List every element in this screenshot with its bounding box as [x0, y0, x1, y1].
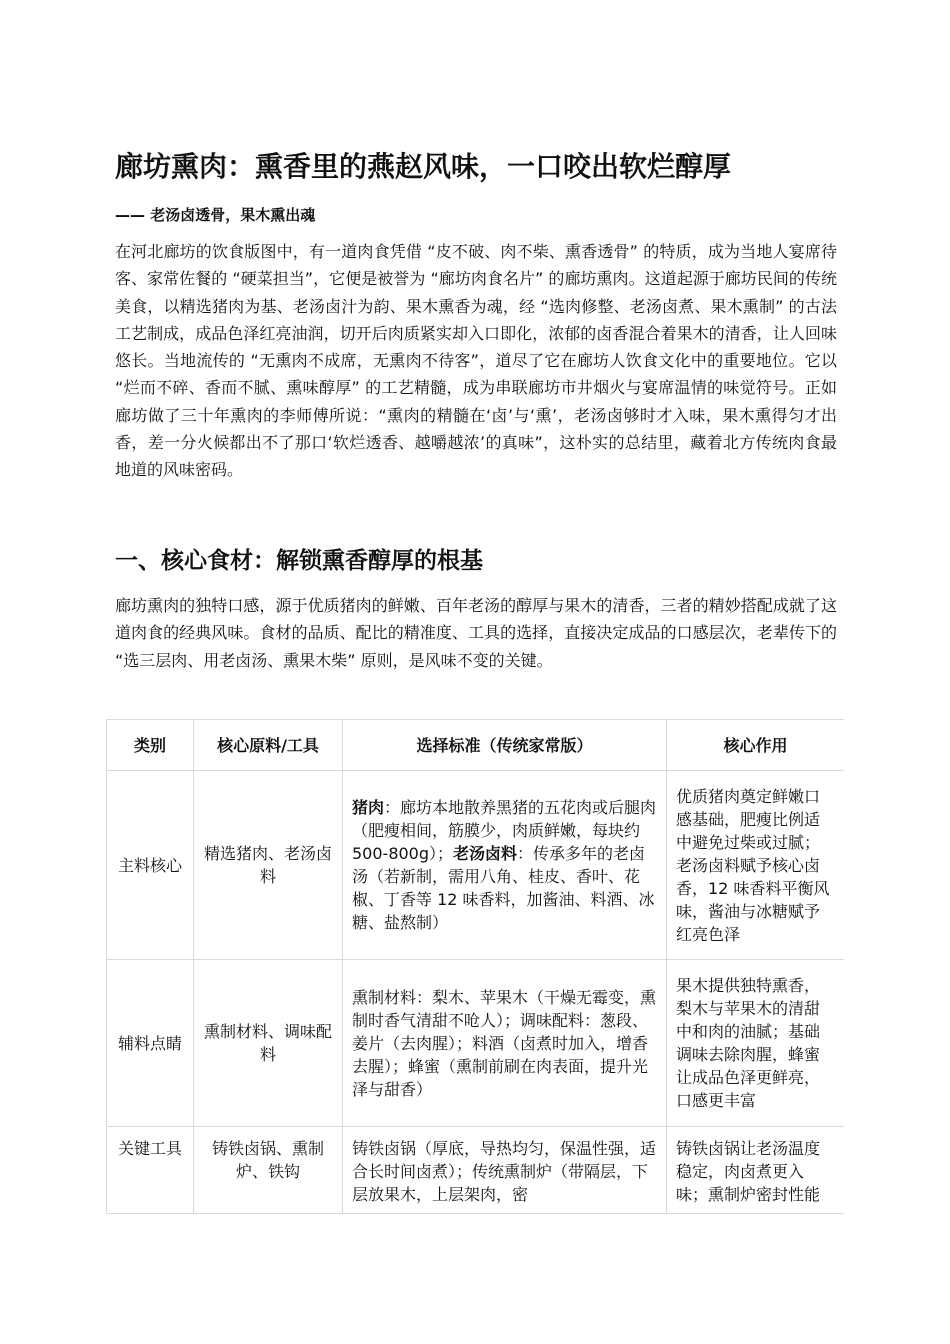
section-heading: 一、核心食材：解锁熏香醇厚的根基	[115, 548, 483, 574]
cell-category: 主料核心	[107, 771, 194, 960]
header-category: 类别	[107, 720, 194, 771]
table-row	[107, 960, 845, 1127]
cell-item: 铸铁卤锅、熏制炉、铁钩	[194, 1127, 343, 1215]
cell-category: 关键工具	[107, 1127, 194, 1215]
cell-standard: 铸铁卤锅（厚底，导热均匀，保温性强，适合长时间卤煮）；传统熏制炉（带隔层，下层放果木，上层架肉，密	[343, 1127, 667, 1215]
ingredients-table	[106, 719, 844, 1214]
standard-text: ：传承多年的老卤汤（若新制，需用八角、桂皮、香叶、花椒、丁香等 12 味香料，加酱油、料酒、冰糖、盐熬制）	[352, 844, 655, 932]
table-header-row	[107, 720, 845, 771]
cell-role: 铸铁卤锅让老汤温度稳定，肉卤煮更入味；熏制炉密封性能	[667, 1127, 845, 1215]
intro-paragraph: 在河北廊坊的饮食版图中，有一道肉食凭借 “皮不破、肉不柴、熏香透骨” 的特质，成为当地人宴席待客、家常佐餐的 “硬菜担当”，它便是被誉为 “廊坊肉食名片” 的廊坊熏肉。这道起源于廊坊民间的传统美食，以精选猪肉为基、老汤卤汁为韵、果木熏香为魂，经 “选肉修整、老汤卤煮、果木熏制” 的古法工艺制成，成品色泽红亮油润，切开后肉质紧实却入口即化，浓郁的卤香混合着果木的清香，让人回味悠长。当地流传的 “无熏肉不成席，无熏肉不待客”，道尽了它在廊坊人饮食文化中的重要地位。它以 “烂而不碎、香而不腻、熏味醇厚” 的工艺精髓，成为串联廊坊市井烟火与宴席温情的味觉符号。正如廊坊做了三十年熏肉的李师傅所说：“熏肉的精髓在‘卤’与‘熏’，老汤卤够时才入味，果木熏得匀才出香，差一分火候都出不了那口‘软烂透香、越嚼越浓’的真味”，这朴实的总结里，藏着北方传统肉食最地道的风味密码。	[115, 242, 837, 480]
cell-role: 优质猪肉奠定鲜嫩口感基础，肥瘦比例适中避免过柴或过腻；老汤卤料赋予核心卤香，12 味香料平衡风味，酱油与冰糖赋予红亮色泽	[667, 771, 845, 960]
table-row	[107, 771, 845, 960]
header-role: 核心作用	[667, 720, 845, 771]
cell-category: 辅料点睛	[107, 960, 194, 1127]
table-row	[107, 1127, 845, 1215]
cell-item: 精选猪肉、老汤卤料	[194, 771, 343, 960]
header-item: 核心原料/工具	[194, 720, 343, 771]
bold-label: 猪肉	[352, 798, 385, 817]
ingredients-table-container	[106, 719, 844, 1214]
article-title: 廊坊熏肉：熏香里的燕赵风味，一口咬出软烂醇厚	[115, 150, 732, 183]
cell-standard	[343, 771, 667, 960]
header-standard: 选择标准（传统家常版）	[343, 720, 667, 771]
cell-item: 熏制材料、调味配料	[194, 960, 343, 1127]
bold-label: 老汤卤料	[453, 844, 518, 863]
standard-text: ：廊坊本地散养黑猪的五花肉或后腿肉（肥瘦相间，筋膜少，肉质鲜嫩，每块约 500-800g）；	[352, 798, 657, 863]
section-paragraph: 廊坊熏肉的独特口感，源于优质猪肉的鲜嫩、百年老汤的醇厚与果木的清香，三者的精妙搭配成就了这道肉食的经典风味。食材的品质、配比的精准度、工具的选择，直接决定成品的口感层次，老辈传下的 “选三层肉、用老卤汤、熏果木柴” 原则，是风味不变的关键。	[115, 596, 837, 670]
cell-standard: 熏制材料：梨木、苹果木（干燥无霉变，熏制时香气清甜不呛人）；调味配料：葱段、姜片（去肉腥）；料酒（卤煮时加入，增香去腥）；蜂蜜（熏制前刷在肉表面，提升光泽与甜香）	[343, 960, 667, 1127]
article-subtitle: —— 老汤卤透骨，果木熏出魂	[115, 206, 316, 224]
cell-role: 果木提供独特熏香，梨木与苹果木的清甜中和肉的油腻；基础调味去除肉腥，蜂蜜让成品色泽更鲜亮，口感更丰富	[667, 960, 845, 1127]
